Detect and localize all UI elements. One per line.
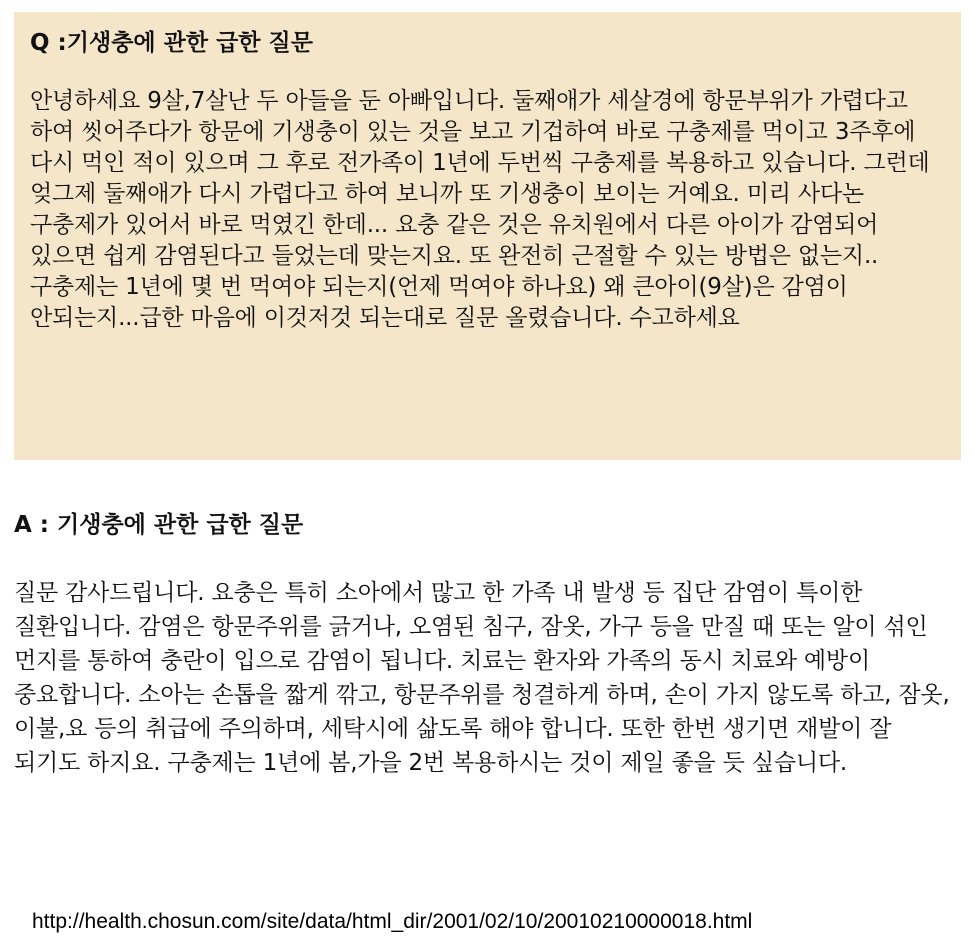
answer-section bbox=[14, 510, 961, 780]
answer-title: A : 기생충에 관한 급한 질문 bbox=[14, 512, 304, 538]
question-body: 안녕하세요 9살,7살난 두 아들을 둔 아빠입니다. 둘째애가 세살경에 항문부위가 가렵다고 하여 씻어주다가 항문에 기생충이 있는 것을 보고 기겁하여 바로 구충제를 먹이고 3주후에 다시 먹인 적이 있으며 그 후로 전가족이 1년에 두번씩 구충제를 복용하고 있습니다. 그런데 엊그제 둘째애가 다시 가렵다고 하여 보니까 또 기생충이 보이는 거예요. 미리 사다논 구충제가 있어서 바로 먹였긴 한데... 요충 같은 것은 유치원에서 다른 아이가 감염되어 있으면 쉽게 감염된다고 들었는데 맞는지요. 또 완전히 근절할 수 있는 방법은 없는지.. 구충제는 1년에 몇 번 먹여야 되는지(언제 먹여야 하나요) 왜 큰아이(9살)은 감염이 안되는지...급한 마음에 이것저것 되는대로 질문 올렸습니다. 수고하세요 bbox=[30, 88, 930, 331]
question-title: Q :기생충에 관한 급한 질문 bbox=[30, 30, 313, 56]
source-url: http://health.chosun.com/site/data/html_dir/2001/02/10/20010210000018.html bbox=[32, 910, 753, 933]
question-box bbox=[14, 12, 961, 460]
answer-body: 질문 감사드립니다. 요충은 특히 소아에서 많고 한 가족 내 발생 등 집단 감염이 특이한 질환입니다. 감염은 항문주위를 긁거나, 오염된 침구, 잠옷, 가구 등을 만질 때 또는 알이 섞인 먼지를 통하여 충란이 입으로 감염이 됩니다. 치료는 환자와 가족의 동시 치료와 예방이 중요합니다. 소아는 손톱을 짧게 깎고, 항문주위를 청결하게 하며, 손이 가지 않도록 하고, 잠옷, 이불,요 등의 취급에 주의하며, 세탁시에 삶도록 해야 합니다. 또한 한번 생기면 재발이 잘 되기도 하지요. 구충제는 1년에 봄,가을 2번 복용하시는 것이 제일 좋을 듯 싶습니다. bbox=[14, 580, 950, 776]
